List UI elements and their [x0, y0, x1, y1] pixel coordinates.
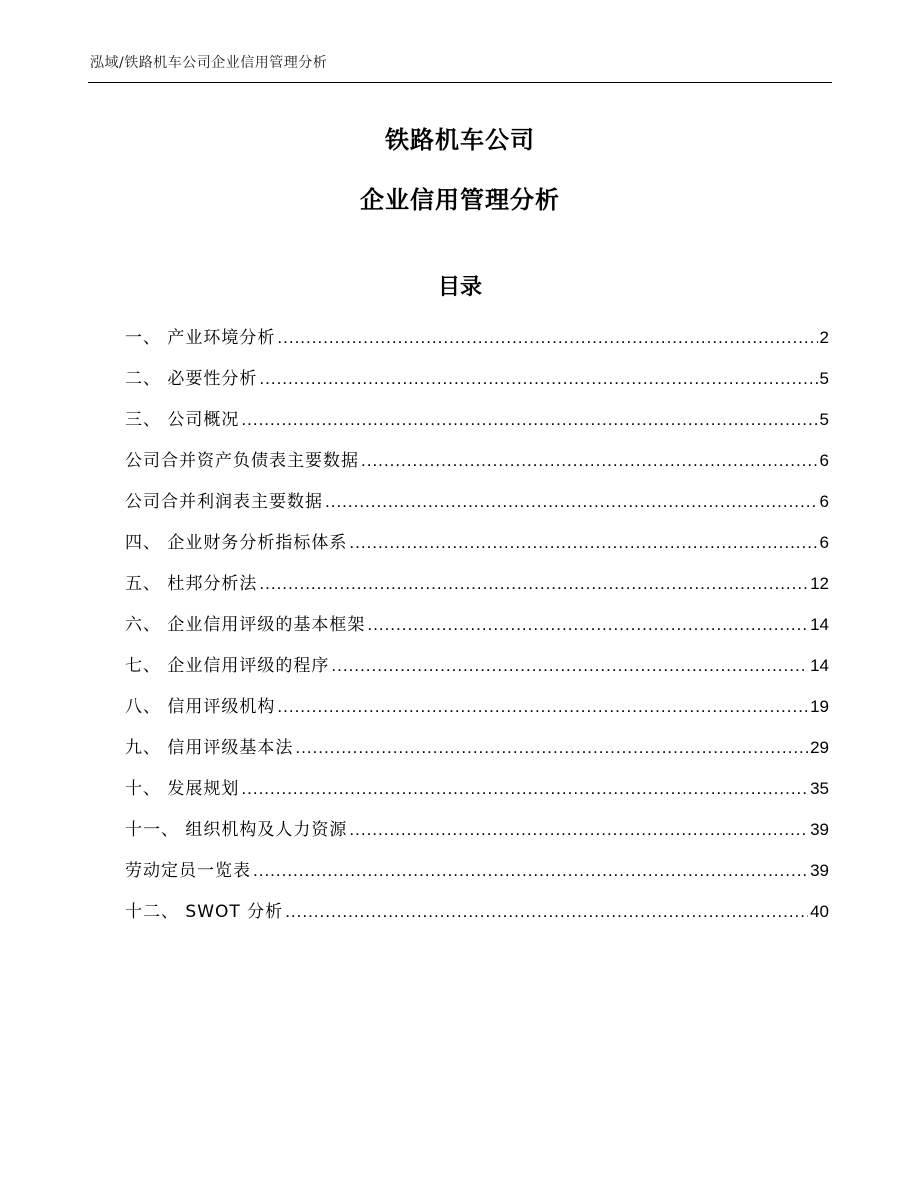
toc-entry-label: 四、 企业财务分析指标体系 — [125, 533, 348, 553]
toc-entry-page: 5 — [819, 369, 829, 388]
toc-entry-page: 40 — [810, 902, 829, 921]
toc-leader-dots — [241, 773, 808, 805]
toc-leader-dots — [349, 527, 817, 559]
toc-leader-dots — [259, 568, 808, 600]
toc-entry-label: 十二、 SWOT 分析 — [125, 902, 284, 922]
toc-entry[interactable] — [125, 855, 829, 896]
toc-entry[interactable] — [125, 363, 829, 404]
toc-leader-dots — [277, 322, 817, 354]
toc-entry[interactable] — [125, 486, 829, 527]
toc-leader-dots — [361, 445, 818, 477]
toc-entry-label: 十一、 组织机构及人力资源 — [125, 820, 348, 840]
toc-entry-page: 39 — [810, 820, 829, 839]
toc-leader-dots — [331, 650, 808, 682]
toc-entry[interactable] — [125, 445, 829, 486]
table-of-contents — [125, 322, 829, 937]
toc-leader-dots — [259, 363, 817, 395]
toc-entry-label: 十、 发展规划 — [125, 779, 240, 799]
toc-leader-dots — [277, 691, 808, 723]
toc-leader-dots — [285, 896, 808, 928]
toc-entry-label: 八、 信用评级机构 — [125, 697, 276, 717]
toc-entry-page: 35 — [810, 779, 829, 798]
toc-entry-page: 2 — [819, 328, 829, 347]
header-divider — [88, 82, 832, 83]
toc-entry-label: 六、 企业信用评级的基本框架 — [125, 615, 366, 635]
toc-entry-page: 14 — [810, 656, 829, 675]
toc-entry[interactable] — [125, 404, 829, 445]
toc-entry-page: 19 — [810, 697, 829, 716]
toc-entry-label: 劳动定员一览表 — [125, 861, 251, 881]
toc-entry-page: 29 — [810, 738, 829, 757]
toc-entry-label: 三、 公司概况 — [125, 410, 240, 430]
document-title-company: 铁路机车公司 — [385, 126, 535, 154]
toc-entry[interactable] — [125, 773, 829, 814]
toc-entry-label: 五、 杜邦分析法 — [125, 574, 258, 594]
toc-entry-label: 二、 必要性分析 — [125, 369, 258, 389]
toc-leader-dots — [253, 855, 808, 887]
toc-entry[interactable] — [125, 896, 829, 937]
toc-entry-label: 公司合并利润表主要数据 — [125, 492, 323, 512]
toc-leader-dots — [349, 814, 808, 846]
toc-entry[interactable] — [125, 609, 829, 650]
toc-heading: 目录 — [437, 275, 482, 300]
toc-entry-page: 6 — [819, 451, 829, 470]
toc-entry[interactable] — [125, 650, 829, 691]
toc-entry-label: 公司合并资产负债表主要数据 — [125, 451, 359, 471]
toc-entry[interactable] — [125, 814, 829, 855]
toc-entry-label: 一、 产业环境分析 — [125, 328, 276, 348]
toc-entry[interactable] — [125, 732, 829, 773]
toc-entry-page: 6 — [819, 533, 829, 552]
toc-entry[interactable] — [125, 691, 829, 732]
toc-entry[interactable] — [125, 322, 829, 363]
toc-entry-page: 12 — [810, 574, 829, 593]
toc-entry[interactable] — [125, 527, 829, 568]
toc-entry-page: 5 — [819, 410, 829, 429]
toc-entry-label: 七、 企业信用评级的程序 — [125, 656, 330, 676]
toc-entry-page: 39 — [810, 861, 829, 880]
toc-leader-dots — [325, 486, 818, 518]
running-header: 泓域/铁路机车公司企业信用管理分析 — [90, 55, 328, 71]
toc-entry-page: 6 — [819, 492, 829, 511]
toc-leader-dots — [241, 404, 817, 436]
toc-leader-dots — [367, 609, 808, 641]
toc-entry-page: 14 — [810, 615, 829, 634]
toc-leader-dots — [295, 732, 808, 764]
toc-entry-label: 九、 信用评级基本法 — [125, 738, 294, 758]
document-title-report: 企业信用管理分析 — [360, 186, 560, 214]
toc-entry[interactable] — [125, 568, 829, 609]
